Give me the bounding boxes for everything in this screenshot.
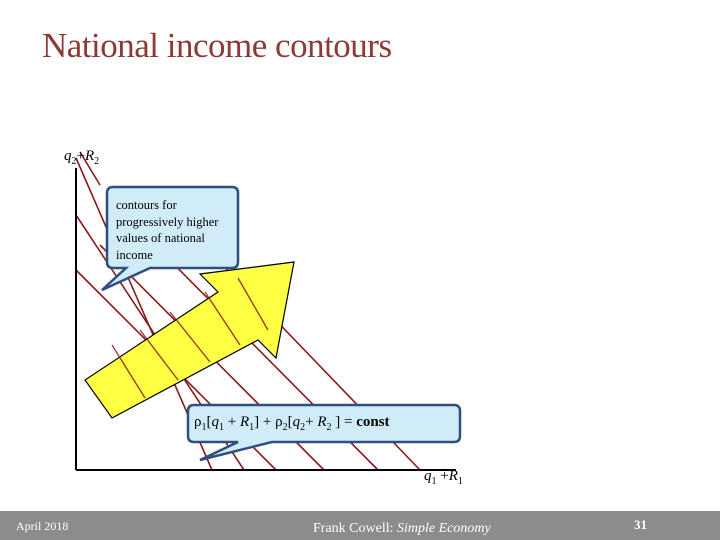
formula-rho2-sub: 2 (282, 422, 288, 433)
contour-formula (194, 414, 390, 433)
formula-rho1-sub: 1 (201, 422, 207, 433)
formula-plus1: + (224, 414, 240, 430)
formula-rho2: ρ (275, 414, 283, 430)
x-label-plus: + (436, 468, 449, 484)
y-axis-label (64, 148, 99, 167)
x-label-R-sub: 1 (457, 476, 463, 487)
formula-R2: R (317, 414, 327, 430)
footer-date: April 2018 (16, 519, 69, 533)
y-label-R: R (84, 148, 95, 164)
formula-q1: q (211, 414, 219, 430)
x-label-q: q (424, 468, 432, 484)
callout-text: contours for progressively higher values of national income (116, 198, 219, 262)
formula-R2-sub: 2 (326, 422, 332, 433)
slide-footer (0, 511, 720, 540)
x-axis-label (424, 468, 463, 487)
formula-plus2: + (305, 414, 318, 430)
footer-author-name: Frank Cowell: (313, 521, 397, 536)
slide-title: National income contours (42, 26, 392, 65)
x-label-R: R (448, 468, 458, 484)
y-label-q-sub: 2 (71, 156, 77, 167)
footer-book-title: Simple Economy (397, 521, 491, 536)
direction-arrow (85, 262, 294, 418)
formula-q2-sub: 2 (300, 422, 306, 433)
footer-page-number: 31 (634, 517, 647, 532)
formula-const: const (356, 414, 390, 430)
y-label-plus: + (76, 148, 85, 164)
y-label-q: q (64, 148, 72, 164)
formula-mid: ] + (254, 414, 276, 430)
x-label-q-sub: 1 (431, 476, 437, 487)
formula-open1: [ (206, 414, 212, 430)
footer-author (313, 521, 491, 537)
formula-rho1: ρ (194, 414, 202, 430)
formula-R1: R (239, 414, 250, 430)
formula-q2: q (292, 414, 301, 430)
y-label-R-sub: 2 (94, 156, 100, 167)
formula-close: ] = (331, 414, 357, 430)
formula-q1-sub: 1 (219, 422, 224, 433)
formula-R1-sub: 1 (249, 422, 255, 433)
formula-open2: [ (287, 414, 293, 430)
